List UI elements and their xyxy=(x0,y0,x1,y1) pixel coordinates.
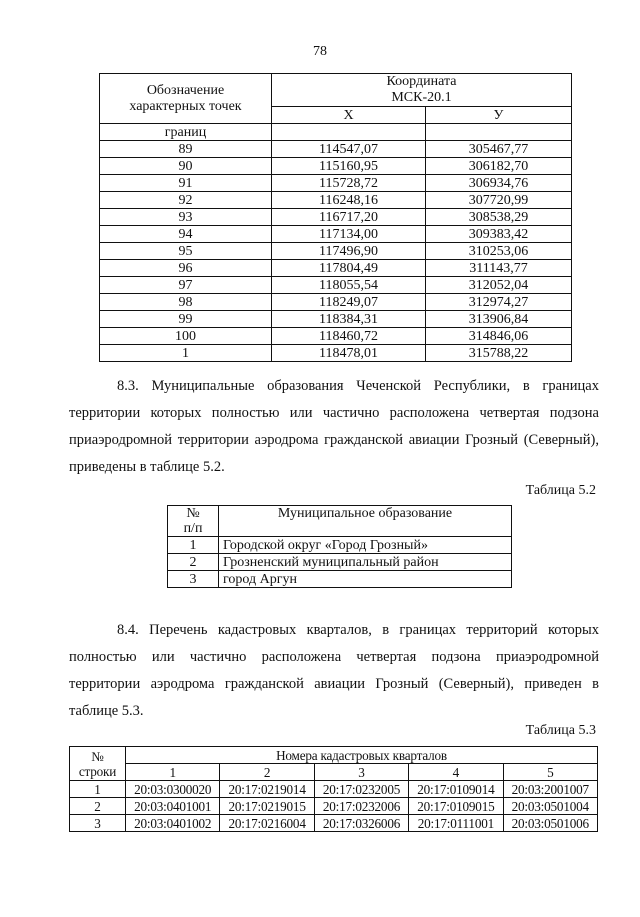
header-cadastral-quarters: Номера кадастровых кварталов xyxy=(126,747,598,764)
header-coordinates-line: МСК-20.1 xyxy=(391,90,452,105)
y-coordinate-cell: 310253,06 xyxy=(426,243,572,260)
point-id-cell: 89 xyxy=(100,141,272,158)
table-row xyxy=(70,815,598,832)
x-coordinate-cell: 118055,54 xyxy=(272,277,426,294)
row-number-cell: 2 xyxy=(70,798,126,815)
point-id-cell: 93 xyxy=(100,209,272,226)
cadastral-quarter-cell: 20:17:0232006 xyxy=(314,798,408,815)
paragraph-8-4 xyxy=(69,617,599,725)
paragraph-8-3 xyxy=(69,373,599,481)
x-coordinate-cell: 116248,16 xyxy=(272,192,426,209)
table-row xyxy=(100,141,572,158)
column-number-cell: 1 xyxy=(126,764,220,781)
table-row xyxy=(100,328,572,345)
x-coordinate-cell: 115160,95 xyxy=(272,158,426,175)
table-row xyxy=(100,175,572,192)
cadastral-quarter-cell: 20:03:0401001 xyxy=(126,798,220,815)
y-coordinate-cell: 305467,77 xyxy=(426,141,572,158)
cadastral-quarter-cell: 20:17:0326006 xyxy=(314,815,408,832)
y-coordinate-cell: 307720,99 xyxy=(426,192,572,209)
y-coordinate-cell: 314846,06 xyxy=(426,328,572,345)
header-num xyxy=(168,506,219,537)
cadastral-quarter-cell: 20:03:0501004 xyxy=(503,798,597,815)
cadastral-quarter-cell: 20:03:2001007 xyxy=(503,781,597,798)
table-row xyxy=(100,311,572,328)
table-row xyxy=(168,554,512,571)
column-number-cell: 5 xyxy=(503,764,597,781)
y-coordinate-cell: 312052,04 xyxy=(426,277,572,294)
table-row xyxy=(100,226,572,243)
point-id-cell: 95 xyxy=(100,243,272,260)
point-id-cell: 97 xyxy=(100,277,272,294)
header-row-num-line: строки xyxy=(78,763,117,779)
cadastral-quarter-cell: 20:17:0109014 xyxy=(409,781,503,798)
table-row xyxy=(100,260,572,277)
x-coordinate-cell: 118384,31 xyxy=(272,311,426,328)
row-number-cell: 2 xyxy=(168,554,219,571)
table-row xyxy=(100,192,572,209)
page-number: 78 xyxy=(313,44,327,59)
cadastral-quarter-cell: 20:03:0401002 xyxy=(126,815,220,832)
header-row-num-line: № xyxy=(91,748,104,764)
row-number-cell: 1 xyxy=(70,781,126,798)
y-coordinate-cell: 306934,76 xyxy=(426,175,572,192)
column-number-cell: 4 xyxy=(409,764,503,781)
y-coordinate-cell: 308538,29 xyxy=(426,209,572,226)
table-row xyxy=(100,243,572,260)
paragraph-8-4-text: 8.4. Перечень кадастровых кварталов, в границах территорий которых полностью или частично расположена четвертая подзона приаэродромной территории аэродрома гражданской авиации Грозный (Северный), приведен в таблице 5.3. xyxy=(69,622,599,719)
x-coordinate-cell: 118478,01 xyxy=(272,345,426,362)
y-coordinate-cell: 309383,42 xyxy=(426,226,572,243)
column-numbers-row xyxy=(70,764,598,781)
table-row xyxy=(168,571,512,588)
row-number-cell: 3 xyxy=(70,815,126,832)
header-row-num xyxy=(70,747,126,781)
cadastral-quarter-cell: 20:03:0300020 xyxy=(126,781,220,798)
coordinates-table-body xyxy=(100,141,572,362)
point-id-cell: 94 xyxy=(100,226,272,243)
point-id-cell: 1 xyxy=(100,345,272,362)
x-coordinate-cell: 114547,07 xyxy=(272,141,426,158)
coordinates-table xyxy=(99,73,572,362)
cadastral-quarter-cell: 20:17:0216004 xyxy=(220,815,314,832)
column-number-cell: 2 xyxy=(220,764,314,781)
municipalities-table xyxy=(167,505,512,588)
header-y: У xyxy=(426,107,572,124)
point-id-cell: 99 xyxy=(100,311,272,328)
header-coordinates xyxy=(272,74,572,107)
y-coordinate-cell: 313906,84 xyxy=(426,311,572,328)
y-coordinate-cell: 311143,77 xyxy=(426,260,572,277)
cadastral-quarter-cell: 20:17:0232005 xyxy=(314,781,408,798)
cadastral-quarter-cell: 20:17:0111001 xyxy=(409,815,503,832)
x-coordinate-cell: 117496,90 xyxy=(272,243,426,260)
header-num-line: п/п xyxy=(183,521,203,536)
x-coordinate-cell: 115728,72 xyxy=(272,175,426,192)
point-id-cell: 100 xyxy=(100,328,272,345)
cadastral-quarter-cell: 20:17:0219015 xyxy=(220,798,314,815)
y-coordinate-cell: 315788,22 xyxy=(426,345,572,362)
cadastral-quarter-cell: 20:03:0501006 xyxy=(503,815,597,832)
header-x: Х xyxy=(272,107,426,124)
table-row xyxy=(100,209,572,226)
point-id-cell: 91 xyxy=(100,175,272,192)
cadastral-quarter-cell: 20:17:0109015 xyxy=(409,798,503,815)
x-coordinate-cell: 118249,07 xyxy=(272,294,426,311)
header-designation-line: Обозначение xyxy=(146,82,225,98)
column-number-cell: 3 xyxy=(314,764,408,781)
table-row xyxy=(70,781,598,798)
row-number-cell: 3 xyxy=(168,571,219,588)
header-designation xyxy=(100,74,272,124)
municipality-name-cell: Городской округ «Город Грозный» xyxy=(219,537,512,554)
cadastral-quarter-cell: 20:17:0219014 xyxy=(220,781,314,798)
table-row xyxy=(168,537,512,554)
point-id-cell: 96 xyxy=(100,260,272,277)
caption-table-5-3: Таблица 5.3 xyxy=(525,723,596,738)
municipalities-table-body xyxy=(168,537,512,588)
table-row xyxy=(100,345,572,362)
cadastral-table-body xyxy=(70,781,598,832)
x-coordinate-cell: 117804,49 xyxy=(272,260,426,277)
y-coordinate-cell: 306182,70 xyxy=(426,158,572,175)
municipality-name-cell: город Аргун xyxy=(219,571,512,588)
x-coordinate-cell: 118460,72 xyxy=(272,328,426,345)
table-row xyxy=(100,294,572,311)
header-municipality: Муниципальное образование xyxy=(219,506,512,537)
table-row xyxy=(70,798,598,815)
table-row xyxy=(100,277,572,294)
x-coordinate-cell: 117134,00 xyxy=(272,226,426,243)
header-coordinates-line: Координата xyxy=(386,74,457,89)
header-designation-line: характерных точек xyxy=(129,98,242,114)
cadastral-table xyxy=(69,746,598,832)
table-row xyxy=(100,158,572,175)
caption-table-5-2: Таблица 5.2 xyxy=(525,483,596,498)
point-id-cell: 98 xyxy=(100,294,272,311)
y-coordinate-cell: 312974,27 xyxy=(426,294,572,311)
point-id-cell: 90 xyxy=(100,158,272,175)
point-id-cell: 92 xyxy=(100,192,272,209)
header-designation-line: границ xyxy=(100,124,272,141)
municipality-name-cell: Грозненский муниципальный район xyxy=(219,554,512,571)
header-num-line: № xyxy=(186,506,200,521)
paragraph-8-3-text: 8.3. Муниципальные образования Чеченской Республики, в границах территории которых полностью или частично расположена четвертая подзона приаэродромной территории аэродрома гражданской авиации Грозный (Северный), приведены в таблице 5.2. xyxy=(69,378,599,475)
x-coordinate-cell: 116717,20 xyxy=(272,209,426,226)
row-number-cell: 1 xyxy=(168,537,219,554)
